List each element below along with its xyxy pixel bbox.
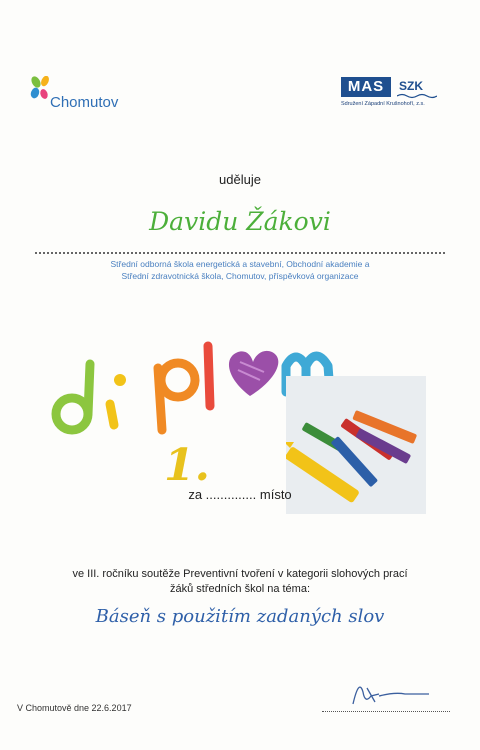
title-letter-p xyxy=(158,363,195,434)
title-letter-l xyxy=(208,346,210,434)
chomutov-flower-icon xyxy=(30,76,52,106)
issue-date: V Chomutově dne 22.6.2017 xyxy=(17,703,132,713)
grants-label: uděluje xyxy=(219,172,261,187)
title-letter-d xyxy=(52,364,90,434)
chomutov-logo xyxy=(30,76,140,116)
recipient-name: Davidu Žákovi xyxy=(149,207,331,236)
place-dots: .............. xyxy=(205,487,257,502)
school-line-1: Střední odborná škola energetická a stavební, Obchodní akademie a xyxy=(110,259,370,269)
school-name xyxy=(0,258,480,282)
mas-subtitle: Sdružení Západní Krušnohoří, z.s. xyxy=(341,101,425,107)
city-name: Chomutov xyxy=(50,94,119,111)
title-letter-i xyxy=(110,374,126,434)
contest-line-1: ve III. ročníku soutěže Preventivní tvoření v kategorii slohových prací xyxy=(72,568,408,580)
mas-badge: MAS xyxy=(341,77,391,97)
title-letter-o xyxy=(229,351,278,434)
place-line xyxy=(0,487,480,502)
school-line-2: Střední zdravotnická škola, Chomutov, příspěvková organizace xyxy=(121,271,359,281)
topic-title: Báseň s použitím zadaných slov xyxy=(95,606,385,627)
wave-icon xyxy=(397,93,437,99)
dotted-divider xyxy=(35,252,445,254)
place-prefix: za xyxy=(188,487,203,502)
mas-suffix: SZK xyxy=(399,79,423,93)
signature-line xyxy=(322,711,450,712)
contest-line-2: žáků středních škol na téma: xyxy=(169,583,310,595)
contest-description xyxy=(0,567,480,597)
mas-logo xyxy=(341,77,451,113)
place-suffix: místo xyxy=(259,487,292,502)
signature xyxy=(345,674,435,710)
place-number: 1. xyxy=(164,440,210,491)
